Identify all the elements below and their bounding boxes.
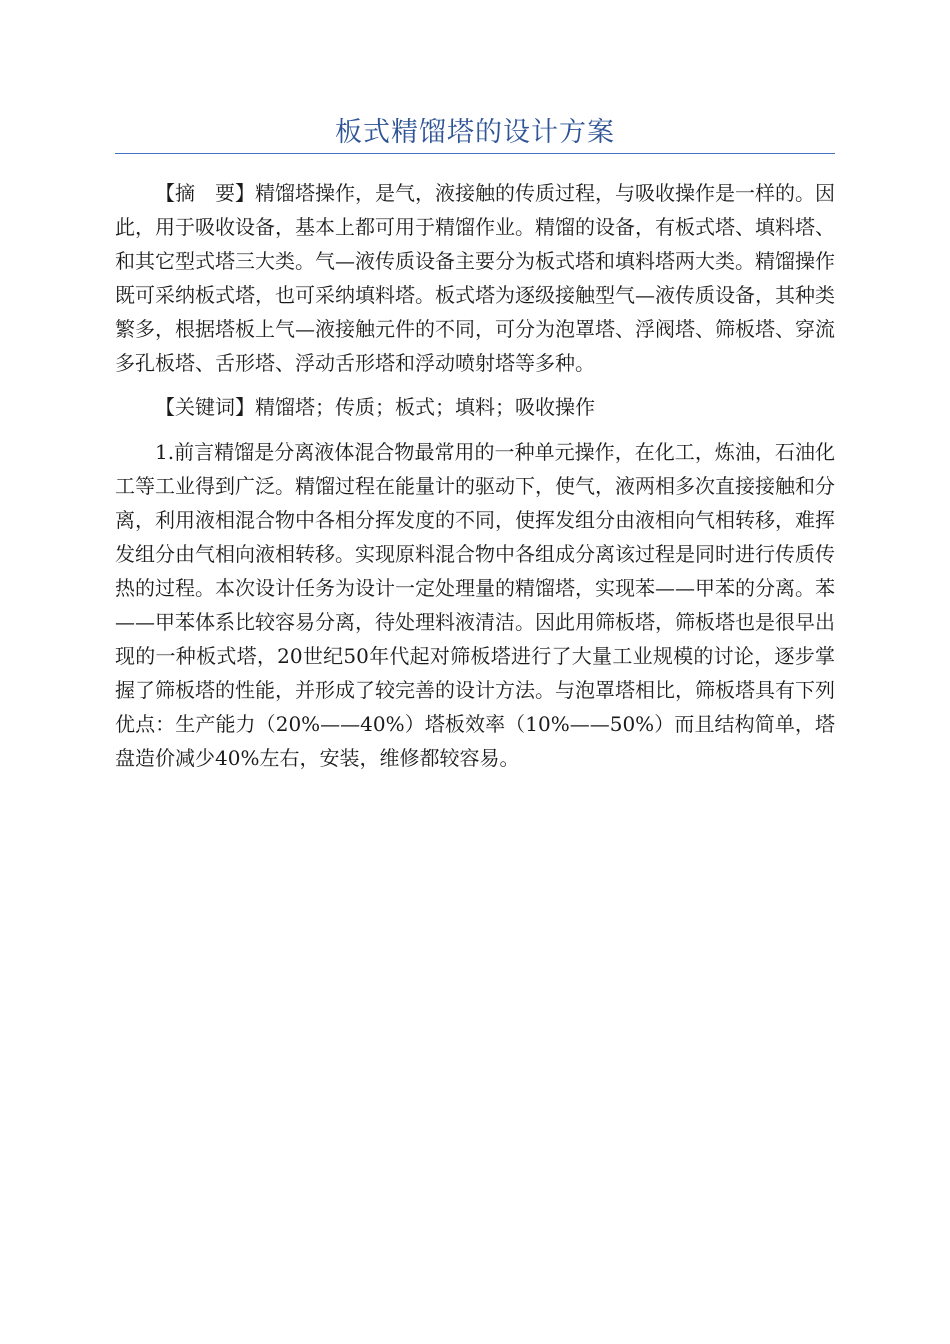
abstract-paragraph: 【摘 要】精馏塔操作，是气，液接触的传质过程，与吸收操作是一样的。因此，用于吸收设备，基本上都可用于精馏作业。精馏的设备，有板式塔、填料塔、和其它型式塔三大类。气—液传质设备主要分为板式塔和填料塔两大类。精馏操作既可采纳板式塔，也可采纳填料塔。板式塔为逐级接触型气—液传质设备，其种类繁多，根据塔板上气—液接触元件的不同，可分为泡罩塔、浮阀塔、筛板塔、穿流多孔板塔、舌形塔、浮动舌形塔和浮动喷射塔等多种。 bbox=[115, 181, 835, 375]
document-title: 板式精馏塔的设计方案 bbox=[335, 117, 615, 148]
keywords-paragraph: 【关键词】精馏塔；传质；板式；填料；吸收操作 bbox=[155, 395, 595, 419]
document-body bbox=[115, 176, 835, 785]
introduction-paragraph: 1.前言精馏是分离液体混合物最常用的一种单元操作，在化工，炼油，石油化工等工业得到广泛。精馏过程在能量计的驱动下，使气，液两相多次直接接触和分离，利用液相混合物中各相分挥发度的不同，使挥发组分由液相向气相转移，难挥发组分由气相向液相转移。实现原料混合物中各组成分离该过程是同时进行传质传热的过程。本次设计任务为设计一定处理量的精馏塔，实现苯——甲苯的分离。苯——甲苯体系比较容易分离，待处理料液清洁。因此用筛板塔，筛板塔也是很早出现的一种板式塔，20世纪50年代起对筛板塔进行了大量工业规模的讨论，逐步掌握了筛板塔的性能，并形成了较完善的设计方法。与泡罩塔相比，筛板塔具有下列优点：生产能力（20%——40%）塔板效率（10%——50%）而且结构简单，塔盘造价减少40%左右，安装，维修都较容易。 bbox=[115, 440, 835, 770]
title-underline bbox=[115, 153, 835, 154]
